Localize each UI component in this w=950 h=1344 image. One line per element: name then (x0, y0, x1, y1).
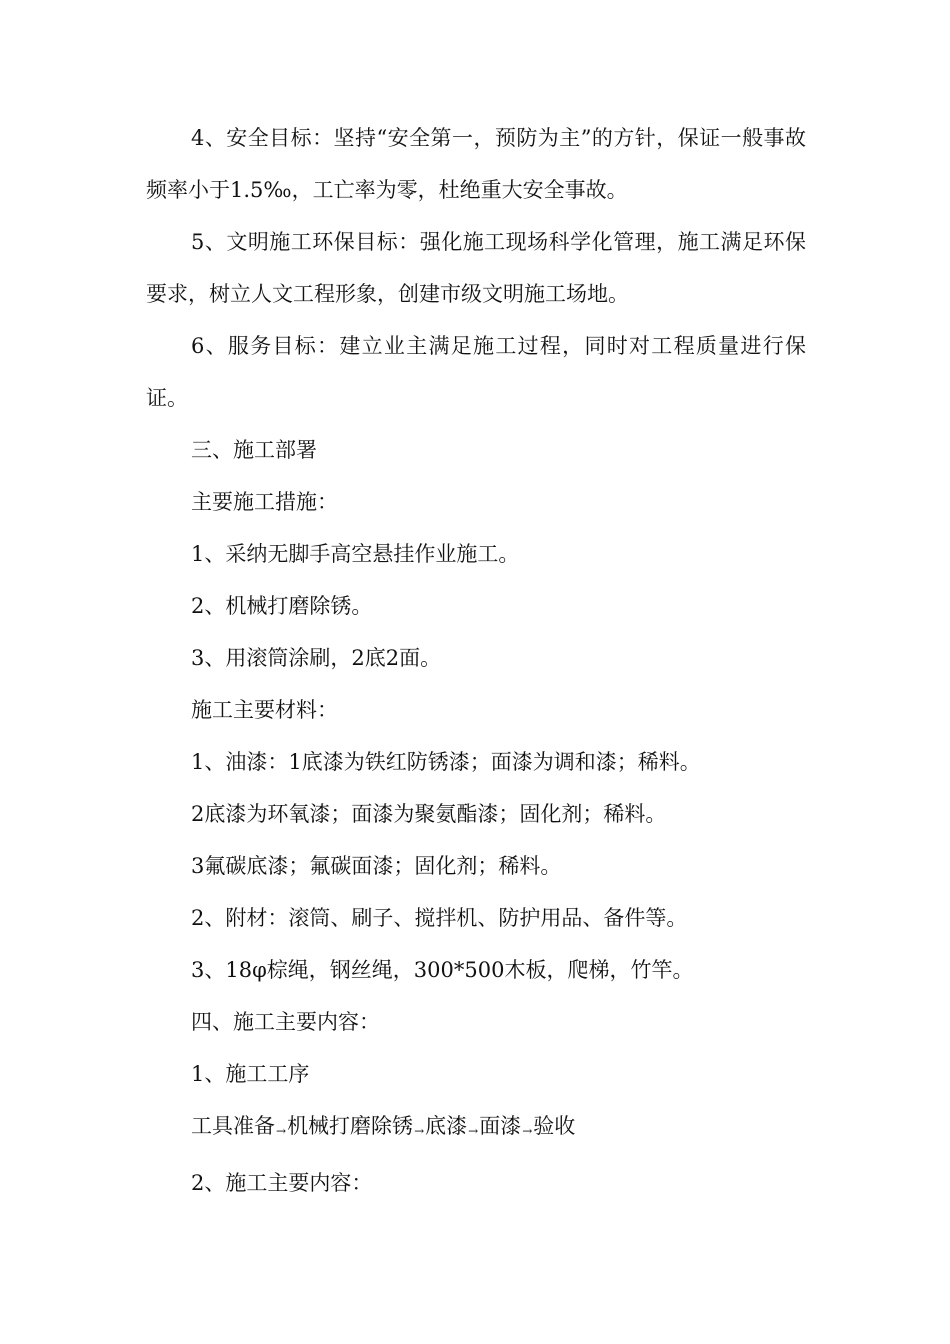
section-heading-construction-deployment: 三、施工部署 (191, 438, 317, 462)
paragraph-civilized-construction-goal: 5、文明施工环保目标：强化施工现场科学化管理，施工满足环保要求，树立人文工程形象，创建市级文明施工场地。 (146, 230, 806, 306)
process-step-2: 机械打磨除锈 (287, 1114, 414, 1138)
paragraph-safety-goal: 4、安全目标：坚持“安全第一，预防为主”的方针，保证一般事故频率小于1.5‰，工亡率为零，杜绝重大安全事故。 (146, 126, 806, 202)
measure-item-3: 3、用滚筒涂刷，2底2面。 (191, 646, 442, 670)
right-arrow-icon: → (522, 1124, 533, 1138)
process-step-4: 面漆 (479, 1114, 522, 1138)
material-item-3: 3、18φ棕绳，钢丝绳，300*500木板，爬梯，竹竿。 (191, 958, 694, 982)
document-body (146, 112, 806, 1209)
materials-title: 施工主要材料： (191, 698, 338, 722)
measures-title: 主要施工措施： (191, 490, 338, 514)
right-arrow-icon: → (414, 1124, 425, 1138)
process-step-5: 验收 (533, 1114, 576, 1138)
measure-item-2: 2、机械打磨除锈。 (191, 594, 373, 618)
content-title: 2、施工主要内容： (191, 1171, 373, 1195)
section-heading-main-content: 四、施工主要内容： (191, 1010, 380, 1034)
process-step-1: 工具准备 (191, 1114, 275, 1138)
material-item-1c: 3氟碳底漆；氟碳面漆；固化剂；稀料。 (191, 854, 562, 878)
right-arrow-icon: → (276, 1124, 287, 1138)
material-item-1: 1、油漆：1底漆为铁红防锈漆；面漆为调和漆；稀料。 (191, 750, 701, 774)
material-item-1b: 2底漆为环氧漆；面漆为聚氨酯漆；固化剂；稀料。 (191, 802, 667, 826)
measure-item-1: 1、采纳无脚手高空悬挂作业施工。 (191, 542, 520, 566)
process-step-3: 底漆 (425, 1114, 468, 1138)
paragraph-service-goal: 6、服务目标：建立业主满足施工过程，同时对工程质量进行保证。 (146, 334, 806, 410)
process-flow (146, 1100, 806, 1157)
material-item-2: 2、附材：滚筒、刷子、搅拌机、防护用品、备件等。 (191, 906, 688, 930)
process-title: 1、施工工序 (191, 1062, 310, 1086)
right-arrow-icon: → (468, 1124, 479, 1138)
